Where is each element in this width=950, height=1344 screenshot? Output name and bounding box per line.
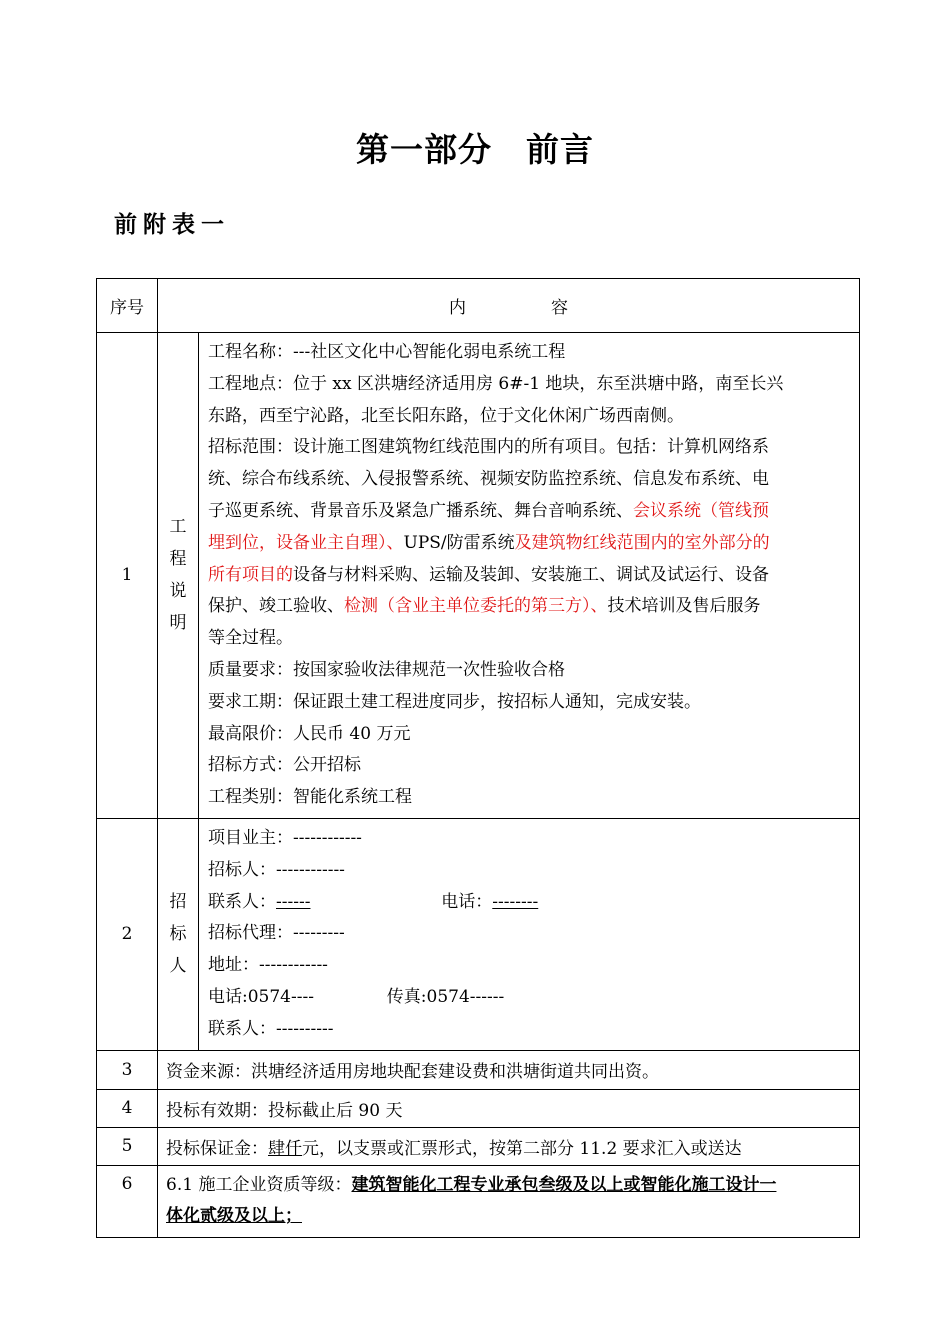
header-content: 内 容 [158,279,860,333]
tenderer: 招标人：------------ [208,859,345,880]
qualification-requirement-cont: 体化贰级及以上； [166,1206,302,1227]
row2-category [158,818,199,1050]
table-row-3 [97,1050,860,1089]
row1-content [199,333,860,819]
project-name: 工程名称：---社区文化中心智能化弱电系统工程 [208,342,566,362]
row1-category [158,333,199,819]
tender-scope-cont: 统、综合布线系统、入侵报警系统、视频安防监控系统、信息发布系统、电 [208,469,769,490]
quality-requirement: 质量要求：按国家验收法律规范一次性验收合格 [208,659,565,680]
page-title: 第一部分 前言 [356,130,594,169]
category-char: 明 [169,613,187,634]
project-location-cont: 东路，西至宁沁路，北至长阳东路，位于文化休闲广场西南侧。 [208,405,684,426]
tender-scope-cont: 保护、竣工验收、检测（含业主单位委托的第三方）、技术培训及售后服务 [208,596,761,617]
row2-no: 2 [97,818,158,1050]
project-owner: 项目业主：------------ [208,827,362,848]
table-caption: 前附表一 [114,211,230,238]
category-char: 程 [169,549,187,570]
row5-no: 5 [97,1127,158,1165]
tender-agent: 招标代理：--------- [208,923,345,944]
table-row-6 [97,1165,860,1238]
category-char: 招 [169,892,187,913]
header-no: 序号 [97,279,158,333]
contact-line: 联系人：------ 电话：-------- [208,891,539,912]
row4-content: 投标有效期：投标截止后 90 天 [158,1089,860,1127]
address: 地址：------------ [208,955,328,976]
contact-value: ------ [276,891,311,912]
tender-scope: 招标范围：设计施工图建筑物红线范围内的所有项目。包括：计算机网络系 [208,437,769,458]
category-char: 说 [169,581,187,602]
tender-method: 招标方式：公开招标 [208,755,361,776]
row4-no: 4 [97,1089,158,1127]
row5-content: 投标保证金：肆仟元，以支票或汇票形式，按第二部分 11.2 要求汇入或送达 [158,1127,860,1165]
deposit-amount: 肆仟 [268,1138,302,1159]
category-char: 标 [169,924,187,945]
row2-content [199,818,860,1050]
tender-scope-cont: 埋到位，设备业主自理）、UPS/防雷系统及建筑物红线范围内的室外部分的 [208,532,770,553]
row3-content: 资金来源：洪塘经济适用房地块配套建设费和洪塘街道共同出资。 [158,1050,860,1089]
highlight-text: 所有项目的 [208,564,293,585]
phone-value: -------- [492,891,539,912]
project-location: 工程地点：位于 xx 区洪塘经济适用房 6#-1 地块，东至洪塘中路，南至长兴 [208,373,784,394]
table-row-4 [97,1089,860,1127]
category-char: 工 [169,517,187,538]
project-type: 工程类别：智能化系统工程 [208,787,412,808]
qualification-requirement: 建筑智能化工程专业承包叁级及以上或智能化施工设计一 [351,1174,777,1195]
category-char: 人 [169,956,187,977]
row3-no: 3 [97,1050,158,1089]
row6-no: 6 [97,1165,158,1238]
row1-no: 1 [97,333,158,819]
table-row-1 [97,333,860,819]
table-header-row [97,279,860,333]
table-row-2 [97,818,860,1050]
tender-scope-cont: 等全过程。 [208,628,293,649]
row6-content: 6.1 施工企业资质等级：建筑智能化工程专业承包叁级及以上或智能化施工设计一 体化贰级及以上； [158,1165,860,1238]
max-price: 最高限价：人民币 40 万元 [208,723,411,744]
highlight-text: 及建筑物红线范围内的室外部分的 [514,532,770,553]
highlight-text: 检测（含业主单位委托的第三方）、 [344,596,608,617]
table-row-5 [97,1127,860,1165]
tel-fax-line: 电话:0574---- 传真:0574------ [208,986,505,1007]
highlight-text: 埋到位，设备业主自理）、 [208,532,404,553]
highlight-text: 会议系统（管线预 [633,500,769,521]
tender-info-table [96,278,860,1238]
contact-2: 联系人：---------- [208,1018,334,1039]
tender-scope-cont: 所有项目的设备与材料采购、运输及装卸、安装施工、调试及试运行、设备 [208,564,769,585]
construction-period: 要求工期：保证跟土建工程进度同步，按招标人通知，完成安装。 [208,691,701,712]
tender-scope-cont: 子巡更系统、背景音乐及紧急广播系统、舞台音响系统、会议系统（管线预 [208,500,769,521]
